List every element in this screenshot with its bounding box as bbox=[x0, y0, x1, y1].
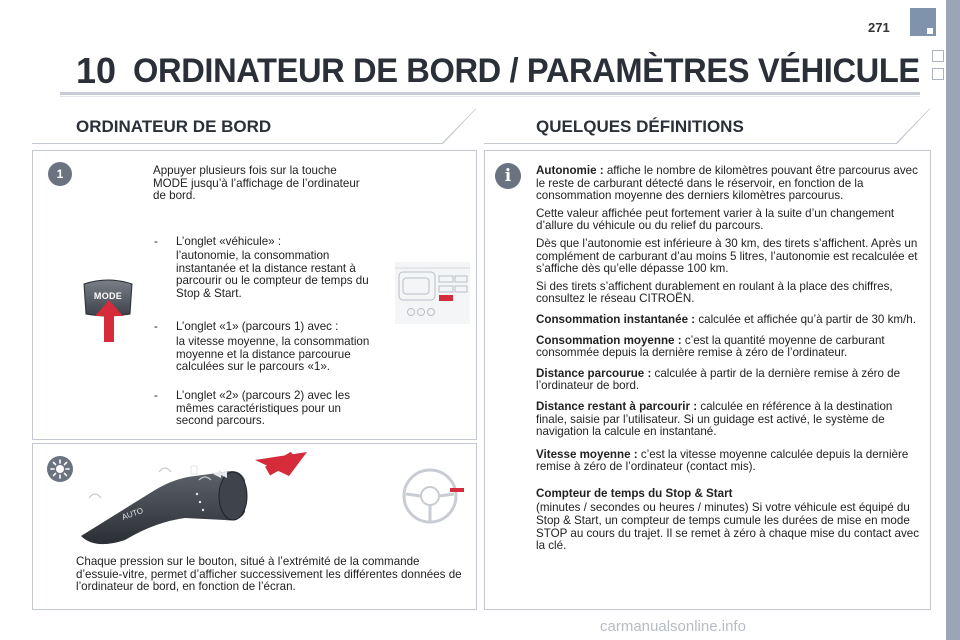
section-heading: QUELQUES DÉFINITIONS bbox=[536, 117, 744, 136]
page-number: 271 bbox=[868, 20, 890, 35]
wiper-stalk-icon bbox=[75, 450, 335, 550]
definition: Dès que l’autonomie est inférieure à 30 km, des tirets s’affichent. Après un complément de carburant d’au moins 5 litres, l’autonomie est recalculée et s’affiche dès qu’elle dépasse 100 km. bbox=[536, 236, 918, 276]
definition: Distance restant à parcourir : calculée en référence à la destination finale, saisie par l’utilisateur. Si un guidage est activé, le système de navigation la calcule en instantané. bbox=[536, 399, 893, 439]
list-dash: - bbox=[154, 389, 158, 402]
section-banner-left bbox=[32, 108, 476, 144]
list-item: l’autonomie, la consommation instantanée et la distance restant à parcourir ou le compteur de temps du Stop & Start. bbox=[176, 249, 369, 300]
definitions-list bbox=[536, 165, 924, 558]
section-banner-right bbox=[484, 108, 930, 144]
stalk-description: Chaque pression sur le bouton, situé à l’extrémité de la commande d’essuie-vitre, permet d’afficher successivement les différentes données de l’ordinateur de bord, en fonction de l’écran. bbox=[76, 555, 462, 594]
title-rule bbox=[60, 96, 920, 97]
list-item: L’onglet «2» (parcours 2) avec les mêmes caractéristiques pour un second parcours. bbox=[176, 389, 351, 428]
definition: Autonomie : affiche le nombre de kilomètres pouvant être parcourus avec le reste de carburant détecté dans le réservoir, en fonction de la consommation moyenne des derniers kilomètres parcourus. bbox=[536, 164, 918, 203]
dashboard-radio-icon bbox=[395, 262, 470, 324]
steering-wheel-icon bbox=[398, 462, 468, 526]
chapter-tab bbox=[910, 8, 936, 36]
definition: Si des tirets s’affichent durablement en roulant à la place des chiffres, consultez le réseau CITROËN. bbox=[536, 279, 893, 306]
intro-text: Appuyer plusieurs fois sur la touche MODE jusqu’à l’affichage de l’ordinateur de bord. bbox=[153, 164, 360, 203]
page-edge-strip bbox=[946, 0, 960, 640]
title-rule bbox=[60, 92, 920, 95]
stalk-auto-label: AUTO bbox=[120, 505, 145, 522]
list-dash: - bbox=[154, 320, 158, 333]
list-dash: - bbox=[154, 235, 158, 248]
lights-icon-badge bbox=[47, 456, 73, 482]
definition: Consommation instantanée : calculée et affichée qu’à partir de 30 km/h. bbox=[536, 312, 916, 326]
tab-list bbox=[152, 236, 382, 436]
definition: Compteur de temps du Stop & Start bbox=[536, 486, 733, 500]
chapter-tab-outline bbox=[932, 50, 944, 62]
info-icon: i bbox=[495, 163, 521, 189]
list-item: la vitesse moyenne, la consommation moyenne et la distance parcourue calculées sur le parcours «1». bbox=[176, 335, 370, 374]
chapter-tab-outline bbox=[932, 68, 944, 80]
chapter-title: ORDINATEUR DE BORD / PARAMÈTRES VÉHICULE bbox=[133, 52, 920, 90]
definition: Distance parcourue : calculée à partir de la dernière remise à zéro de l’ordinateur de bord. bbox=[536, 366, 901, 393]
chapter-number: 10 bbox=[76, 50, 117, 91]
section-heading: ORDINATEUR DE BORD bbox=[76, 117, 272, 136]
list-item: L’onglet «1» (parcours 1) avec : bbox=[176, 320, 339, 333]
arrow-up-icon bbox=[94, 300, 124, 342]
sun-icon bbox=[47, 456, 73, 482]
step-number-badge: 1 bbox=[48, 162, 72, 186]
definition: Cette valeur affichée peut fortement varier à la suite d’un changement d’allure du véhicule ou du relief du parcours. bbox=[536, 206, 895, 233]
definition: Vitesse moyenne : c’est la vitesse moyenne calculée depuis la dernière remise à zéro de l’ordinateur (contact mis). bbox=[536, 447, 909, 474]
list-item: L’onglet «véhicule» : bbox=[176, 235, 282, 248]
definition: (minutes / secondes ou heures / minutes) Si votre véhicule est équipé du Stop & Start, un compteur de temps cumule les durées de mise en mode STOP au cours du trajet. Il se remet à zéro à chaque mise du contact avec la clé. bbox=[536, 501, 920, 553]
mode-button-label: MODE bbox=[93, 291, 123, 301]
definition: Consommation moyenne : c’est la quantité moyenne de carburant consommée depuis la dernière remise à zéro de l’ordinateur. bbox=[536, 333, 885, 360]
watermark: carmanualsonline.info bbox=[600, 618, 746, 635]
